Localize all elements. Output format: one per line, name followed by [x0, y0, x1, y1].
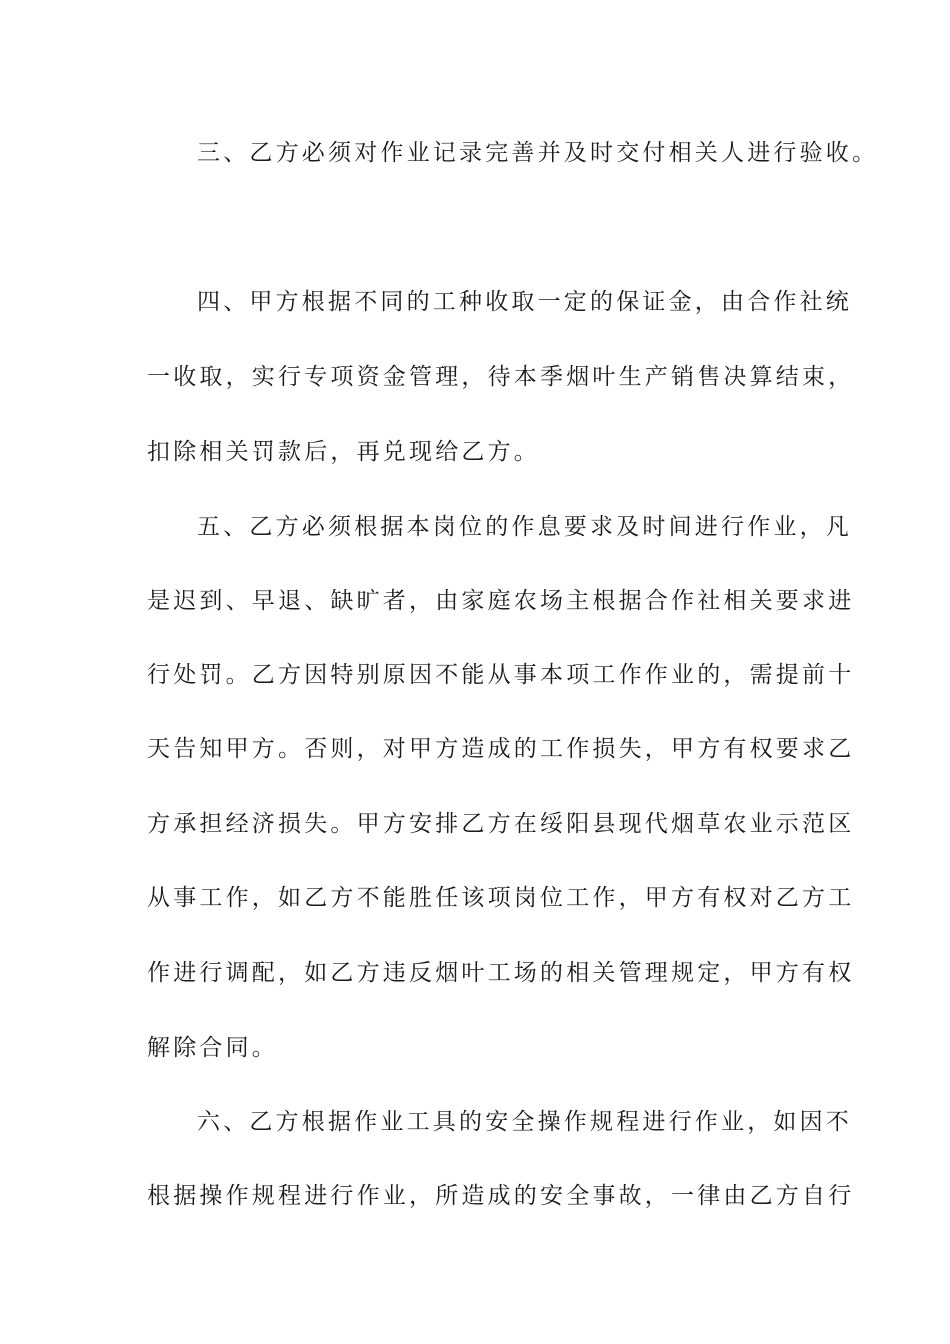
- clause-5-line-2: 是迟到、早退、缺旷者，由家庭农场主根据合作社相关要求进: [147, 588, 855, 614]
- clause-4-line-1: 四、甲方根据不同的工种收取一定的保证金，由合作社统: [197, 289, 852, 315]
- clause-5-line-3: 行处罚。乙方因特别原因不能从事本项工作作业的，需提前十: [147, 662, 855, 688]
- clause-3-line-1: 三、乙方必须对作业记录完善并及时交付相关人进行验收。: [197, 140, 879, 166]
- clause-4-line-3: 扣除相关罚款后，再兑现给乙方。: [147, 439, 540, 465]
- clause-5-line-1: 五、乙方必须根据本岗位的作息要求及时间进行作业，凡: [197, 514, 852, 540]
- clause-5-line-5: 方承担经济损失。甲方安排乙方在绥阳县现代烟草农业示范区: [147, 811, 855, 837]
- clause-6-line-2: 根据操作规程进行作业，所造成的安全事故，一律由乙方自行: [147, 1183, 855, 1209]
- clause-5-line-6: 从事工作，如乙方不能胜任该项岗位工作，甲方有权对乙方工: [147, 885, 855, 911]
- clause-5-line-7: 作进行调配，如乙方违反烟叶工场的相关管理规定，甲方有权: [147, 960, 855, 986]
- clause-5-line-4: 天告知甲方。否则，对甲方造成的工作损失，甲方有权要求乙: [147, 736, 855, 762]
- clause-5-line-8: 解除合同。: [147, 1035, 278, 1061]
- clause-4-line-2: 一收取，实行专项资金管理，待本季烟叶生产销售决算结束，: [147, 364, 855, 390]
- clause-6-line-1: 六、乙方根据作业工具的安全操作规程进行作业，如因不: [197, 1109, 852, 1135]
